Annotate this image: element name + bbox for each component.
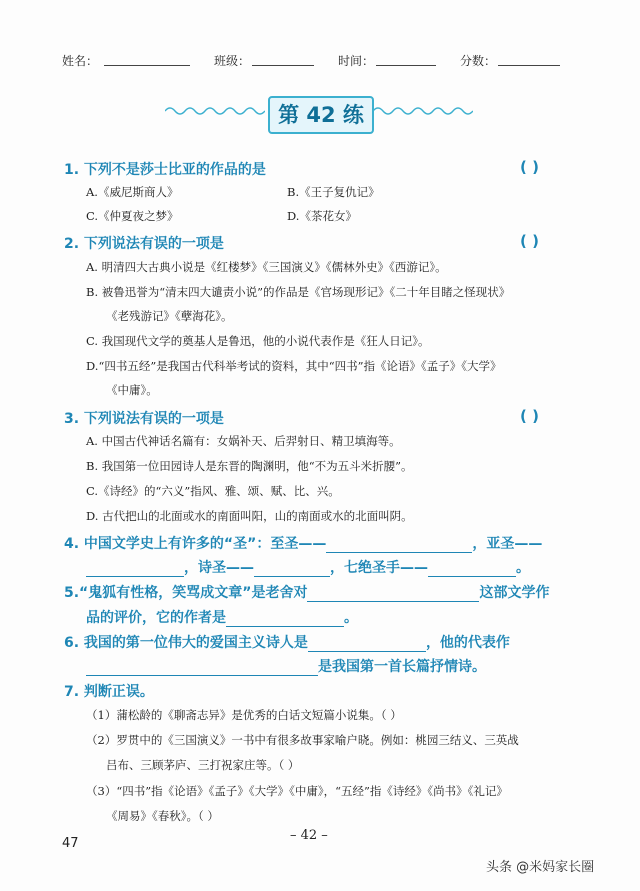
q4-text-1: 4. 中国文学史上有许多的“圣”：至圣——: [64, 536, 327, 552]
question-4-line2: [86, 557, 530, 577]
q7-item-3-line1: （3）“四书”指《论语》《孟子》《大学》《中庸》，“五经”指《诗经》《尚书》《礼记》: [86, 784, 508, 798]
question-5-line1: [64, 582, 549, 602]
q5-text-1: 5.“鬼狐有性格，笑骂成文章”是老舍对: [64, 585, 308, 601]
right-wave-decoration: [373, 104, 473, 118]
q5-text-2: 这部文学作: [479, 585, 550, 601]
q3-option-d: D. 古代把山的北面或水的南面叫阳，山的南面或水的北面叫阴。: [86, 509, 413, 523]
q6-text-3: 是我国第一首长篇抒情诗。: [318, 659, 486, 675]
q3-option-a: A. 中国古代神话名篇有：女娲补天、后羿射日、精卫填海等。: [86, 434, 401, 448]
question-2-stem: 2. 下列说法有误的一项是: [64, 236, 224, 252]
question-1-stem: 1. 下列不是莎士比亚的作品的是: [64, 162, 266, 178]
page-title: 第 42 练: [268, 96, 374, 134]
q3-option-b: B. 我国第一位田园诗人是东晋的陶渊明，他“不为五斗米折腰”。: [86, 459, 413, 473]
question-7-stem: 7. 判断正误。: [64, 684, 154, 700]
q5-text-3: 品的评价，它的作者是: [86, 610, 226, 626]
q7-item-2-line2: 吕布、三顾茅庐、三打祝家庄等。（ ）: [106, 758, 300, 772]
q2-option-d-line1: D.“四书五经”是我国古代科举考试的资料，其中“四书”指《论语》《孟子》《大学》: [86, 359, 502, 373]
name-blank[interactable]: [104, 65, 190, 66]
question-4-line1: [64, 533, 542, 553]
q4-blank-qijue[interactable]: [428, 562, 516, 577]
question-5-line2: [86, 607, 358, 627]
student-info-header: [62, 52, 582, 70]
q7-item-3-line2: 《周易》《春秋》。（ ）: [106, 809, 219, 823]
name-label: 姓名：: [62, 54, 99, 68]
q3-option-c: C.《诗经》的“六义”指风、雅、颂、赋、比、兴。: [86, 484, 340, 498]
left-wave-decoration: [165, 104, 265, 118]
q5-text-4: 。: [344, 610, 358, 626]
question-3-stem: 3. 下列说法有误的一项是: [64, 411, 224, 427]
q2-option-a: A. 明清四大古典小说是《红楼梦》《三国演义》《儒林外史》《西游记》。: [86, 260, 447, 274]
q7-item-1: （1）蒲松龄的《聊斋志异》是优秀的白话文短篇小说集。（ ）: [86, 708, 402, 722]
q4-text-4: ，七绝圣手——: [330, 560, 428, 576]
watermark: 头条 @米妈家长圈: [486, 860, 595, 875]
q4-text-5: 。: [516, 560, 530, 576]
q1-option-b: B.《王子复仇记》: [287, 185, 380, 199]
score-label: 分数：: [460, 54, 497, 68]
q4-blank-zhisheng[interactable]: [326, 538, 472, 553]
score-blank[interactable]: [498, 65, 560, 66]
q4-text-3: ，诗圣——: [184, 560, 254, 576]
question-6-line2: [86, 656, 486, 676]
class-label: 班级：: [214, 54, 251, 68]
q7-item-2-line1: （2）罗贯中的《三国演义》一书中有很多故事家喻户晓。例如：桃园三结义、三英战: [86, 733, 519, 747]
q2-option-c: C. 我国现代文学的奠基人是鲁迅，他的小说代表作是《狂人日记》。: [86, 334, 430, 348]
q6-text-1: 6. 我国的第一位伟大的爱国主义诗人是: [64, 635, 308, 651]
q1-option-a: A.《威尼斯商人》: [86, 185, 179, 199]
q6-blank-work[interactable]: [86, 661, 318, 676]
q2-option-b-line2: 《老残游记》《孽海花》。: [106, 309, 233, 323]
q6-blank-poet[interactable]: [308, 637, 426, 652]
q6-text-2: ，他的代表作: [425, 635, 510, 651]
q4-blank-yasheng[interactable]: [86, 562, 184, 577]
question-3-answer-paren[interactable]: ( ): [520, 407, 539, 425]
q1-option-c: C.《仲夏夜之梦》: [86, 209, 179, 223]
q4-text-2: ，亚圣——: [472, 536, 543, 552]
page-number-center: – 42 –: [290, 828, 328, 843]
q2-option-b-line1: B. 被鲁迅誉为“清末四大谴责小说”的作品是《官场现形记》《二十年目睹之怪现状》: [86, 285, 511, 299]
class-blank[interactable]: [252, 65, 314, 66]
question-2-answer-paren[interactable]: ( ): [520, 232, 539, 250]
q5-blank-work[interactable]: [307, 587, 479, 602]
question-1-answer-paren[interactable]: ( ): [520, 158, 539, 176]
q1-option-d: D.《茶花女》: [287, 209, 357, 223]
question-6-line1: [64, 632, 510, 652]
time-blank[interactable]: [376, 65, 436, 66]
page-number-left: 47: [62, 836, 79, 851]
q5-blank-author[interactable]: [226, 612, 344, 627]
q4-blank-shisheng[interactable]: [254, 562, 330, 577]
time-label: 时间：: [338, 54, 375, 68]
q2-option-d-line2: 《中庸》。: [106, 383, 158, 397]
